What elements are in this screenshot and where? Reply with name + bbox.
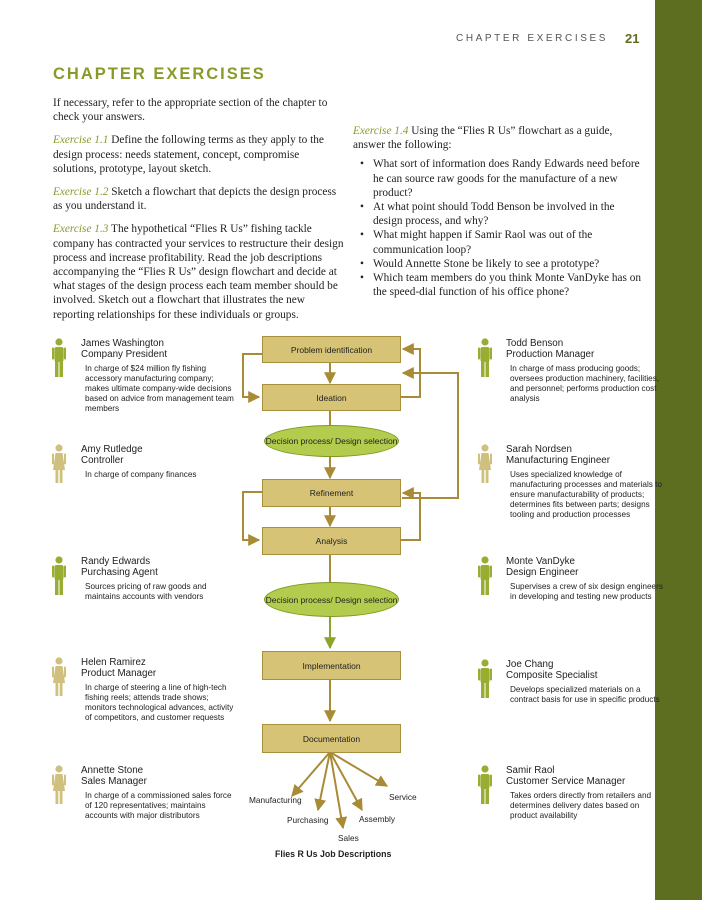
person-name: James Washington: [81, 338, 164, 349]
output-service: Service: [389, 792, 417, 802]
output-assembly: Assembly: [359, 814, 395, 824]
person-role: Composite Specialist: [506, 670, 598, 681]
page-number: 21: [625, 31, 640, 46]
figure-caption: Flies R Us Job Descriptions: [275, 849, 392, 859]
exercise-text: Define the following terms as they apply to the design process: needs statement, concept, compromise solutions, prototype, layout sketch.: [53, 134, 324, 175]
person-description: In charge of company finances: [85, 470, 197, 479]
list-item: • What might happen if Samir Raol was out of the communication loop?: [373, 228, 645, 256]
person-name: Monte VanDyke: [506, 556, 575, 567]
person-description: In charge of $24 million fly fishing accessory manufacturing company; makes ultimate company-wide decisions based on advice from management team members: [85, 364, 234, 413]
exercise-text: The hypothetical “Flies R Us” fishing tackle company has contracted your services to restructure their design process and increase profitability. Read the job descriptions accompanying the “Flies R Us” design flowchart and decide at what stages of the design process each team member should be involved. Sketch out a flowchart that illustrates the new reporting relationships for these individuals or groups.: [53, 223, 344, 321]
person-role: Manufacturing Engineer: [506, 455, 611, 466]
person-description: In charge of a commissioned sales force of 120 representatives; maintains accounts with major distributors: [85, 791, 232, 820]
flow-step-problem: Problem identification: [262, 336, 401, 363]
flow-step-documentation: Documentation: [262, 724, 401, 753]
person-name: Helen Ramirez: [81, 657, 146, 668]
intro-paragraph: If necessary, refer to the appropriate section of the chapter to check your answers.: [53, 97, 328, 124]
person-role: Product Manager: [81, 668, 157, 679]
exercise-label: Exercise 1.4: [353, 125, 409, 137]
exercise-label: Exercise 1.3: [53, 223, 109, 236]
person-role: Company President: [81, 349, 168, 360]
person-description: Uses specialized knowledge of manufacturing processes and materials to ensure manufacturability of products; determines fits between parts; designs tooling and production processes: [510, 470, 663, 519]
person-role: Customer Service Manager: [506, 776, 626, 787]
person-name: Amy Rutledge: [81, 444, 143, 455]
exercise-text: Using the “Flies R Us” flowchart as a guide, answer the following:: [353, 125, 613, 152]
person-description: In charge of steering a line of high-tech fishing reels; attends trade shows; monitors technological advances, activity of competitors, and customer requests: [85, 683, 234, 722]
output-manufacturing: Manufacturing: [249, 795, 302, 805]
exercise-text: Sketch a flowchart that depicts the design process as you understand it.: [53, 186, 337, 213]
output-purchasing: Purchasing: [287, 815, 329, 825]
person-description: In charge of mass producing goods; oversees production machinery, facilities, and personnel; performs production cost analysis: [510, 364, 660, 403]
flow-step-ideation: Ideation: [262, 384, 401, 411]
person-role: Production Manager: [506, 349, 595, 360]
section-title: CHAPTER EXERCISES: [53, 65, 266, 83]
person-role: Purchasing Agent: [81, 567, 158, 578]
person-role: Sales Manager: [81, 776, 147, 787]
person-name: Sarah Nordsen: [506, 444, 572, 455]
list-item: • At what point should Todd Benson be involved in the design process, and why?: [373, 200, 645, 228]
exercise-label: Exercise 1.2: [53, 186, 109, 199]
person-description: Develops specialized materials on a contract basis for use in specific products: [510, 685, 660, 704]
flow-decision-2: Decision process/ Design selection: [264, 582, 399, 617]
person-description: Supervises a crew of six design engineers in developing and testing new products: [510, 582, 663, 601]
person-name: Samir Raol: [506, 765, 555, 776]
running-head: CHAPTER EXERCISES: [456, 33, 609, 44]
output-sales: Sales: [338, 833, 359, 843]
person-name: Joe Chang: [506, 659, 554, 670]
person-description: Takes orders directly from retailers and determines delivery dates based on product availability: [510, 791, 652, 820]
flow-step-analysis: Analysis: [262, 527, 401, 555]
person-description: Sources pricing of raw goods and maintains accounts with vendors: [85, 582, 207, 601]
flow-step-implementation: Implementation: [262, 651, 401, 680]
person-role: Controller: [81, 455, 124, 466]
flow-decision-1: Decision process/ Design selection: [264, 425, 399, 457]
list-item: • What sort of information does Randy Edwards need before he can source raw goods for the manufacture of a new product?: [373, 157, 645, 200]
person-name: Randy Edwards: [81, 556, 151, 567]
exercise-label: Exercise 1.1: [53, 134, 109, 147]
person-name: Todd Benson: [506, 338, 564, 349]
list-item: • Which team members do you think Monte VanDyke has on the speed-dial function of his office phone?: [373, 271, 645, 299]
person-name: Annette Stone: [81, 765, 144, 776]
flow-step-refinement: Refinement: [262, 479, 401, 507]
list-item: • Would Annette Stone be likely to see a prototype?: [373, 257, 645, 271]
person-role: Design Engineer: [506, 567, 579, 578]
